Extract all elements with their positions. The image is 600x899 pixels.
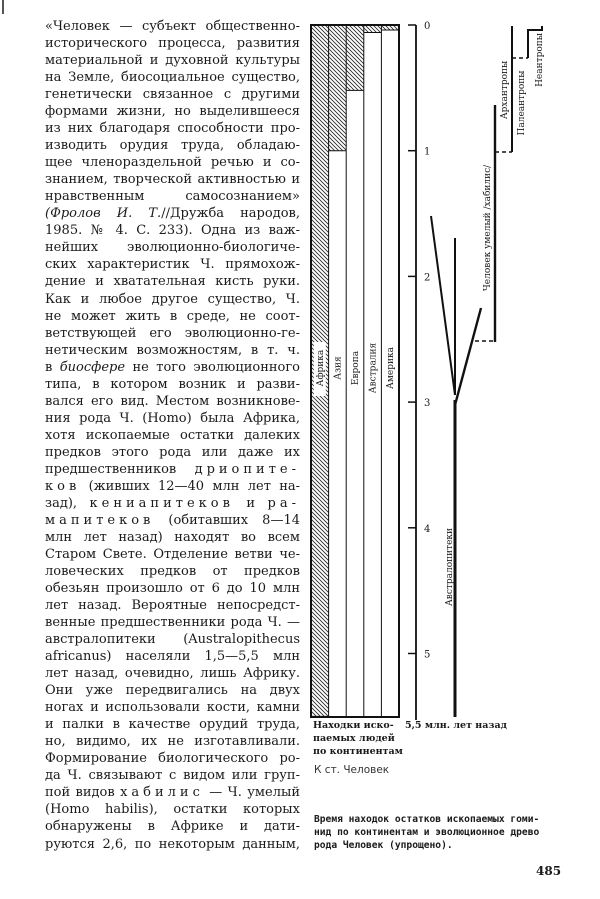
text-segment: хотя ископаемые остатки далеких (45, 427, 300, 443)
text-segment: (Homo habilis), остатки которых (45, 802, 300, 818)
caption-line: нид по континентам и эволюционное древо (314, 827, 540, 838)
text-segment: ских характеристик Ч. прямохож- (45, 257, 300, 273)
text-segment: венные предшественники рода Ч. — (45, 615, 300, 631)
text-segment: — Ч. умелый (203, 785, 300, 801)
caption-line: рода Человек (упрощено). (314, 840, 453, 851)
label-australopithecines: Австралопитеки (445, 527, 455, 607)
text-segment: (обитавших 8—14 (154, 512, 300, 528)
text-segment: и (233, 495, 268, 511)
text-segment: хабилис (120, 785, 204, 801)
text-segment: ния рода Ч. (Homo) была Африка, (45, 410, 300, 426)
text-segment: предшественников (45, 461, 195, 477)
text-segment: Они уже передвигались на двух (45, 683, 300, 699)
continents-label-line: по континентам (313, 746, 403, 757)
text-segment: мапитеков (45, 512, 155, 528)
scale-tick-label: 4 (424, 523, 431, 535)
text-segment: ловеческих предков от предков (45, 564, 300, 579)
continent-finds-bar (329, 25, 347, 151)
scale-tick-label: 5 (424, 649, 431, 661)
text-segment: обезьян произошло от 6 до 10 млн (45, 581, 300, 597)
text-segment: дриопите- (194, 461, 300, 477)
text-segment: нейших эволюционно-биологиче- (45, 240, 300, 256)
label-paleoanthropes: Палеантропы (517, 70, 527, 136)
text-segment: ков (45, 478, 81, 494)
text-segment: нетическим возможностям, в т. ч. (45, 342, 300, 358)
text-segment: австралопитеки (Australopithecus (45, 632, 300, 648)
text-segment: ногах и использовали кости, камни (45, 700, 300, 716)
text-segment: руются 2,6, по некоторым данным, (45, 836, 300, 852)
continents-label-line: Находки иско- (313, 720, 394, 731)
text-segment: типа, в котором возник и разви- (45, 376, 300, 392)
text-segment: но, видимо, их не изготавливали. (45, 734, 300, 750)
text-segment: пой видов (45, 785, 121, 801)
scale-tick-label: 2 (424, 272, 431, 284)
text-segment: на Земле, биосоциальное существо, (45, 70, 300, 86)
continent-finds-bar (346, 25, 364, 90)
label-archanthropes: Архантропы (500, 60, 510, 120)
text-segment: млн лет назад) находят во всем (45, 529, 300, 545)
text-segment: Старом Свете. Отделение ветви че- (45, 546, 300, 562)
text-segment: из них благодаря способности про- (45, 121, 300, 137)
text-segment: да Ч. связывают с видом или груп- (45, 768, 300, 784)
scale-label: 5,5 млн. лет назад (405, 720, 507, 731)
text-segment: зад), (45, 495, 90, 511)
text-segment: ветствующей его эволюционно-ге- (45, 325, 300, 341)
text-segment: не может жить в среде, не соот- (45, 308, 300, 324)
text-segment: исторического процесса, развития (45, 36, 300, 52)
time-scale-ticks (408, 21, 430, 661)
scale-tick-label: 0 (424, 21, 431, 32)
text-segment: вался его вид. Местом возникнове- (45, 393, 300, 409)
text-segment: (живших 12—40 млн лет на- (80, 478, 300, 494)
text-segment: Как и любое другое существо, Ч. (45, 291, 300, 307)
text-segment: щее членораздельной речью и со- (45, 155, 300, 171)
continent-label: Азия (333, 356, 344, 380)
continent-label: Европа (351, 350, 361, 386)
text-segment: биосфере (59, 359, 126, 375)
label-habilis: Человек умелый /хабилис/ (483, 164, 493, 292)
continents-label-line: паемых людей (313, 733, 395, 744)
text-segment: дение и хватательная кисть руки. (45, 274, 300, 290)
text-segment: 1985. № 4. С. 233). Одна из важ- (45, 223, 300, 239)
continent-label: Америка (386, 347, 397, 389)
text-segment: Формирование биологического ро- (45, 751, 300, 767)
tree-branch-right (455, 308, 481, 405)
text-segment: //Дружба народов, (161, 206, 300, 222)
text-segment: кениапитеков (89, 495, 234, 511)
caption-reference: К ст. Человек (314, 764, 390, 776)
text-segment: «Человек — субъект общественно- (45, 19, 300, 34)
text-segment: и палки в качестве орудий труда, (45, 717, 300, 733)
text-segment: (Фролов И. Т. (45, 206, 162, 222)
text-segment: генетически связанное с другими (45, 87, 300, 103)
text-segment: лет назад, очевидно, лишь Африку. (45, 666, 300, 682)
text-segment: в (45, 359, 60, 375)
text-segment: africanus) населяли 1,5—5,5 млн (45, 649, 300, 665)
text-segment: материальной и духовной культуры (45, 53, 300, 69)
scale-tick-label: 1 (424, 146, 431, 158)
continent-finds-bar (364, 25, 382, 33)
text-segment: ра- (267, 495, 300, 511)
continent-bars (311, 25, 399, 717)
caption-line: Время находок остатков ископаемых гоми- (314, 814, 540, 825)
text-segment: изводить орудия труда, обладаю- (45, 138, 300, 154)
text-segment: знанием, творческой активностью и (45, 172, 300, 188)
text-segment: нравственным самосознанием» (45, 189, 300, 205)
continent-label: Африка (315, 349, 326, 387)
text-segment: предков этого рода или даже их (45, 444, 300, 460)
text-segment: не того эволюционного (125, 359, 300, 375)
page-number: 485 (536, 864, 562, 878)
label-neoanthropes: Неантропы (535, 33, 545, 87)
tree-branch-left (431, 216, 455, 395)
text-segment: формами жизни, но выделившееся (45, 104, 300, 120)
scale-tick-label: 3 (424, 398, 431, 410)
text-segment: лет назад. Вероятные непосредст- (45, 598, 300, 614)
continent-label: Австралия (368, 342, 379, 394)
text-segment: обнаружены в Африке и дати- (45, 819, 300, 835)
